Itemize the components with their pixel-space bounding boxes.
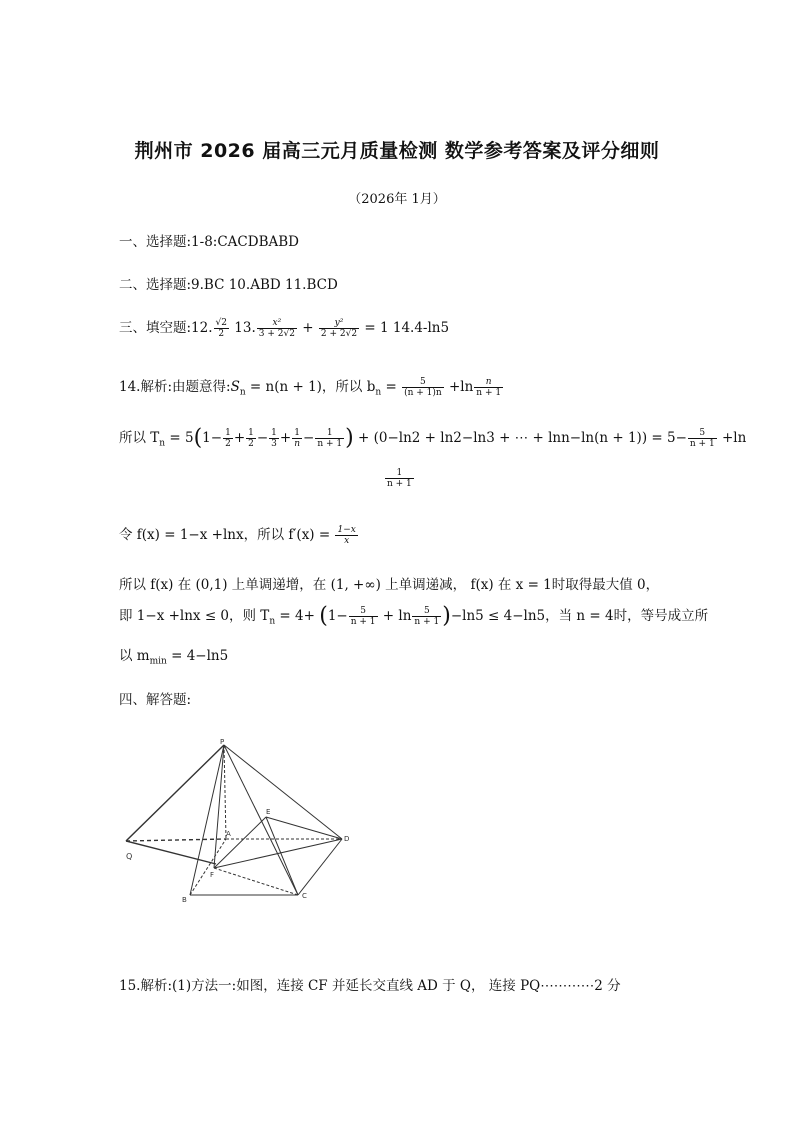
point-label-F: F bbox=[210, 871, 215, 879]
section-choice-2: 二、选择题:9.BC 10.ABD 11.BCD bbox=[119, 277, 338, 293]
q14-line-1: 14.解析:由题意得$:S_n = n(n + 1)$，所以 $b_n$ = $\frac{5}{(n + 1)n}$ +ln $\frac{n}{n + 1}$ bbox=[119, 377, 502, 398]
page-title: 荆州市 2026 届高三元月质量检测 数学参考答案及评分细则 bbox=[134, 140, 660, 162]
q14-line-5: 所以 f(x) 在 (0,1) 上单调递增，在 (1, +∞) 上单调递减， f(x) 在 x = 1时取得最大值 0， bbox=[119, 577, 660, 593]
answer-13-frac1: $\frac{\text{x²}}{3 + 2√2}$ bbox=[258, 318, 295, 339]
section-solutions: 四、解答题: bbox=[119, 692, 192, 708]
point-label-D: D bbox=[344, 835, 350, 843]
edge-PF bbox=[214, 745, 224, 868]
section-choice-1: 一、选择题:1-8:CACDBABD bbox=[119, 234, 299, 250]
edge-PA bbox=[224, 745, 226, 839]
edge-PD bbox=[224, 745, 342, 839]
answer-13-frac2: $\frac{\text{y²}}{2 + 2√2}$ bbox=[320, 318, 358, 339]
answer-12-den: 2 bbox=[218, 329, 225, 339]
fill-in-prefix: 三、填空题:12. bbox=[119, 320, 213, 336]
point-label-A: A bbox=[226, 830, 231, 838]
section-fill-in: 三、填空题:12. $\frac{√2}{2}$ 13. $\frac{\text{x²}}{3 + 2√2}$ + $\frac{\text{y²}}{2 + 2√2}$ = 1 14.4-ln5 bbox=[119, 318, 450, 339]
edge-FC bbox=[214, 868, 298, 895]
edge-QA bbox=[126, 839, 226, 841]
edge-QF bbox=[126, 841, 216, 864]
q14-line-3: $\frac{1}{n + 1}$ bbox=[387, 468, 412, 489]
edge-PB bbox=[190, 745, 224, 895]
q15-line-1: 15.解析:(1)方法一:如图，连接 CF 并延长交直线 AD 于 Q， 连接 PQ⋯⋯⋯⋯2 分 bbox=[119, 978, 621, 994]
edge-EF bbox=[214, 817, 266, 868]
pyramid-figure bbox=[118, 735, 358, 905]
answer-14: 14.4-ln5 bbox=[392, 320, 450, 336]
q14-line-7: 以 $m_{min} = 4-\ln 5$ bbox=[119, 648, 229, 667]
answer-12-fraction bbox=[214, 318, 229, 339]
point-label-B: B bbox=[182, 896, 187, 904]
q14-line-2: 所以 $T_n = 5(1-$ $\frac{1}{2}$ + $\frac{1}{2}$ − $\frac{1}{3}$ + $\frac{1}{n}$ − $\frac{1}{n + 1}$ ) + (0−ln2 + ln2−ln3 + ⋯ + lnn−ln(n + 1)) = 5− $\frac{5}{n + 1}$ +ln bbox=[119, 425, 747, 451]
point-label-E: E bbox=[266, 808, 271, 816]
edge-PC bbox=[224, 745, 298, 895]
point-label-C: C bbox=[302, 892, 307, 900]
point-label-Q: Q bbox=[126, 852, 133, 861]
q14-line-6: 即 1−x +lnx ≤ 0，则 $T_n = 4+ (1-$ $\frac{5}{n + 1}$ + ln $\frac{5}{n + 1}$ )−ln5 ≤ 4−ln5，当 n = 4时，等号成立所 bbox=[119, 603, 709, 629]
point-label-P: P bbox=[220, 738, 225, 746]
answer-12-num: √2 bbox=[215, 318, 227, 328]
edge-PQ bbox=[126, 745, 224, 841]
exam-date: （2026年 1月） bbox=[348, 192, 446, 207]
edge-EC bbox=[266, 817, 298, 895]
edge-ED bbox=[266, 817, 342, 839]
answer-13-label: 13. bbox=[234, 320, 256, 336]
q14-line-4: 令 f(x) = 1−x +lnx，所以 f′(x) = $\frac{1-x}{x}$ bbox=[119, 525, 356, 546]
